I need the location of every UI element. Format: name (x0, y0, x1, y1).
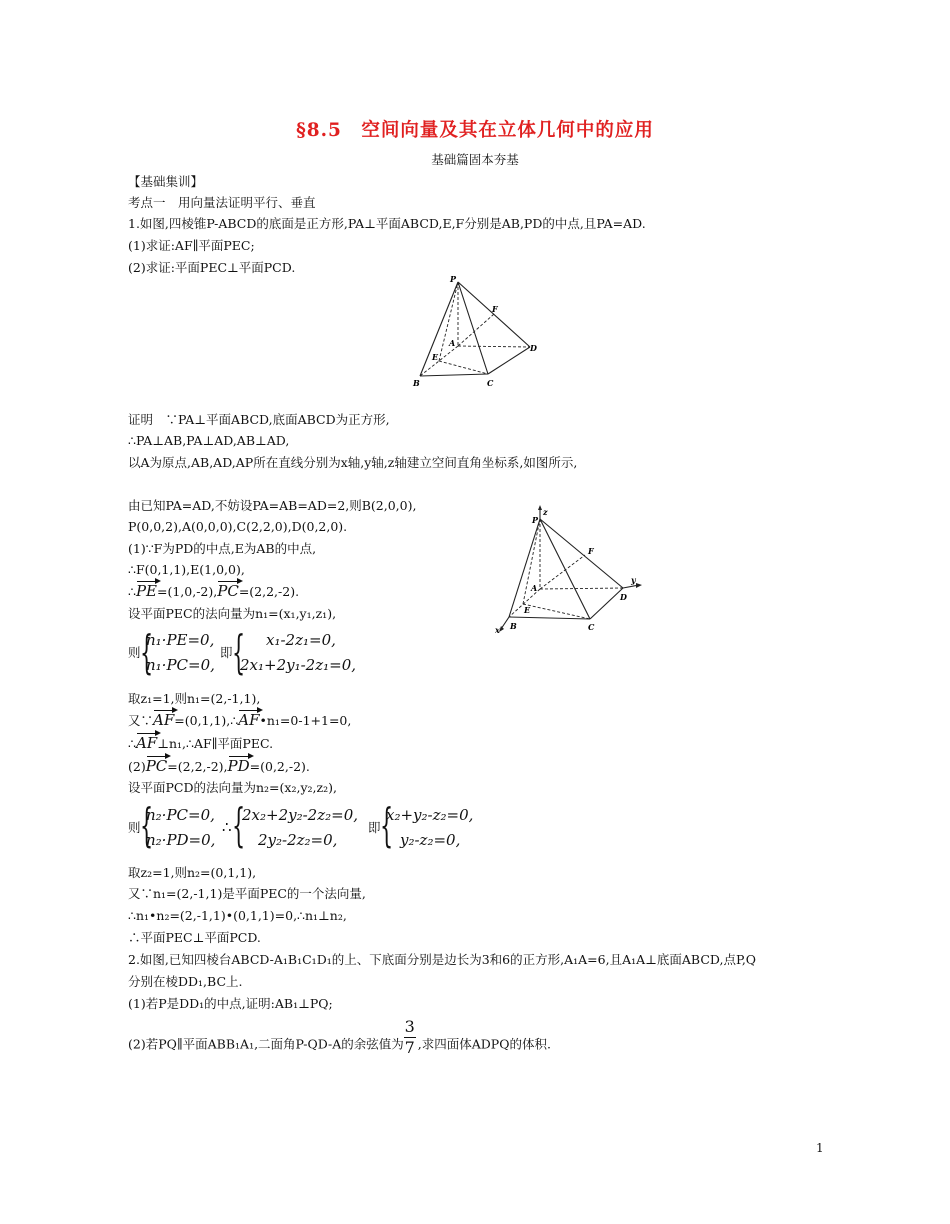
fig2-label-f: F (588, 546, 594, 556)
problem1-statement: 1.如图,四棱锥P-ABCD的底面是正方形,PA⊥平面ABCD,E,F分别是AB,PD的中点,且PA=AD. (128, 216, 646, 231)
problem1-part2: (2)求证:平面PEC⊥平面PCD. (128, 260, 296, 275)
fraction-3-7: 3 7 (404, 1017, 415, 1057)
vector-pd: PD (227, 757, 250, 775)
vector-af-2: AF (238, 711, 260, 729)
fig1-label-a: A (449, 338, 456, 348)
fig2-label-z: z (543, 507, 548, 517)
fig2-label-c: C (588, 622, 595, 632)
fig1-label-p: P (450, 274, 457, 284)
fig2-label-x: x (495, 625, 500, 635)
fig1-label-c: C (487, 378, 494, 388)
problem1-part1: (1)求证:AF∥平面PEC; (128, 238, 255, 253)
topic-heading: 考点一 用向量法证明平行、垂直 (128, 195, 316, 210)
vector-pc: PC (217, 582, 239, 600)
solution1-line16: 又∵n₁=(2,-1,1)是平面PEC的一个法向量, (128, 886, 366, 901)
problem2-statement-1: 2.如图,已知四棱台ABCD-A₁B₁C₁D₁的上、下底面分别是边长为3和6的正方形,A₁A=6,且A₁A⊥底面ABCD,点P,Q (128, 952, 757, 967)
solution1-line14: 设平面PCD的法向量为n₂=(x₂,y₂,z₂), (128, 780, 337, 795)
vector-pc-2: PC (145, 757, 168, 775)
solution1-line10: 取z₁=1,则n₁=(2,-1,1), (128, 691, 261, 706)
solution1-line6: (1)∵F为PD的中点,E为AB的中点, (128, 541, 317, 556)
solution1-line8: ∴PE=(1,0,-2),PC=(2,2,-2). (128, 582, 300, 600)
page-subtitle: 基础篇固本夯基 (431, 152, 519, 167)
fig2-label-d: D (620, 592, 627, 602)
solution1-line1: 证明 ∵PA⊥平面ABCD,底面ABCD为正方形, (128, 412, 390, 427)
solution1-line17: ∴n₁•n₂=(2,-1,1)•(0,1,1)=0,∴n₁⊥n₂, (128, 908, 347, 923)
solution1-line18: ∴平面PEC⊥平面PCD. (128, 930, 261, 945)
fig2-label-y: y (631, 575, 636, 585)
fig1-label-f: F (492, 304, 498, 314)
solution1-line15: 取z₂=1,则n₂=(0,1,1), (128, 865, 257, 880)
solution1-line11: 又∵AF=(0,1,1),∴AF•n₁=0-1+1=0, (128, 711, 352, 729)
fig2-label-b: B (510, 621, 517, 631)
pyramid-figure (408, 272, 544, 390)
coordinate-figure (495, 505, 645, 637)
page-number: 1 (816, 1141, 824, 1155)
page-title: §8.5 空间向量及其在立体几何中的应用 (296, 120, 654, 141)
fig2-label-p: P (532, 515, 539, 525)
solution1-line5: P(0,0,2),A(0,0,0),C(2,2,0),D(0,2,0). (128, 519, 348, 534)
vector-af: AF (153, 711, 175, 729)
fig2-label-e: E (524, 605, 531, 615)
equation-system-2: 则 { n₂·PC=0, n₂·PD=0, ∴ { 2x₂+2y₂-2z₂=0, 2y₂-2z₂=0, 即 { x₂+y₂-z₂=0, y₂-z₂=0, (128, 798, 474, 852)
fig2-label-a: A (531, 583, 538, 593)
problem2-part2: (2)若PQ∥平面ABB₁A₁,二面角P-QD-A的余弦值为 3 7 ,求四面体ADPQ的体积. (128, 1017, 551, 1057)
solution1-line12: ∴AF⊥n₁,∴AF∥平面PEC. (128, 734, 274, 752)
solution1-line3: 以A为原点,AB,AD,AP所在直线分别为x轴,y轴,z轴建立空间直角坐标系,如图所示, (128, 455, 578, 470)
equation-system-1: 则 { n₁·PE=0, n₁·PC=0, 即 { x₁-2z₁=0, 2x₁+2y₁-2z₁=0, (128, 625, 357, 679)
fig1-label-b: B (413, 378, 420, 388)
solution1-line7: ∴F(0,1,1),E(1,0,0), (128, 562, 245, 577)
section-label: 【基础集训】 (128, 174, 204, 189)
vector-af-3: AF (135, 734, 158, 752)
fig1-label-d: D (530, 343, 537, 353)
solution1-line9: 设平面PEC的法向量为n₁=(x₁,y₁,z₁), (128, 606, 337, 621)
solution1-line2: ∴PA⊥AB,PA⊥AD,AB⊥AD, (128, 433, 290, 448)
vector-pe: PE (135, 582, 157, 600)
problem2-statement-2: 分别在棱DD₁,BC上. (128, 974, 243, 989)
fig1-label-e: E (432, 352, 439, 362)
solution1-line13: (2)PC=(2,2,-2),PD=(0,2,-2). (128, 757, 310, 775)
solution1-line4: 由已知PA=AD,不妨设PA=AB=AD=2,则B(2,0,0), (128, 498, 417, 513)
problem2-part1: (1)若P是DD₁的中点,证明:AB₁⊥PQ; (128, 996, 333, 1011)
